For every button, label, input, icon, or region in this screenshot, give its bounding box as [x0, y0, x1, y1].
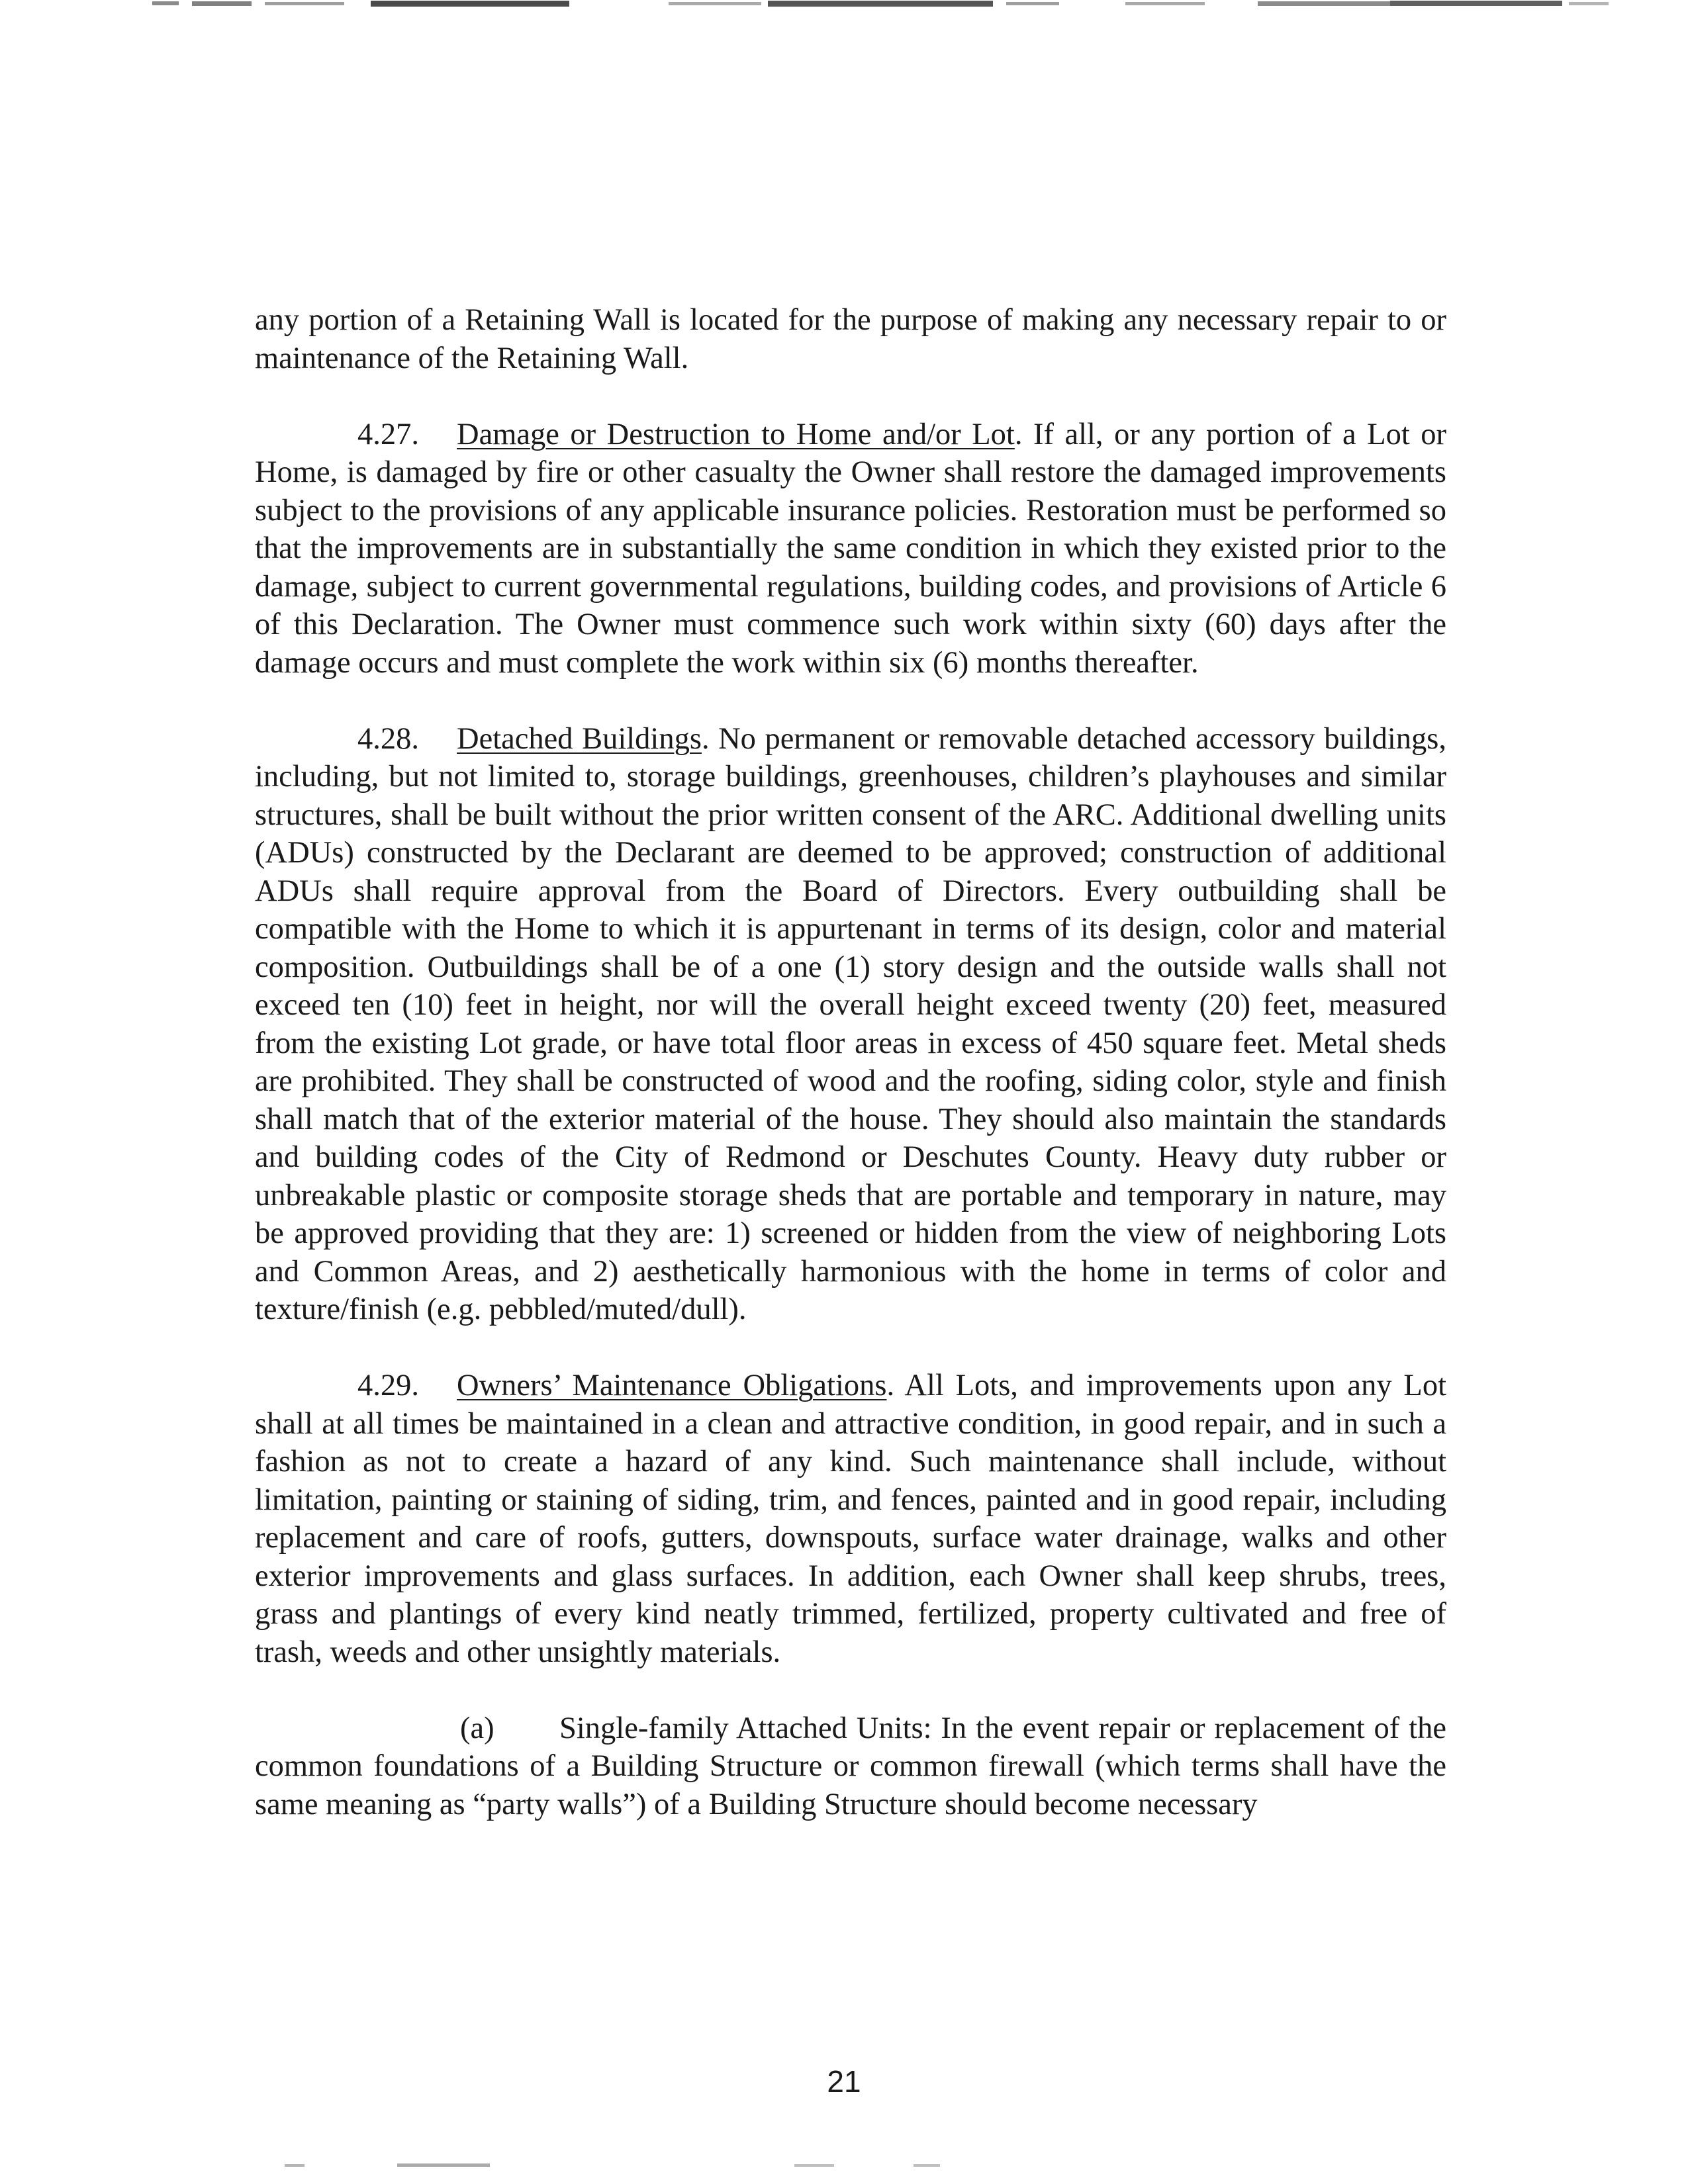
section-heading: Detached Buildings — [457, 721, 702, 756]
section-text: All Lots, and improvements upon any Lot shall at all times be maintained in a clean and attractive condition, in good repair, and in such a fashion as not to create a hazard of any kind. Such maintenance shall include, without limitation, painting or staining of siding, trim, and fences, painted and in good repair, including replacement and care of roofs, gutters, downspouts, surface water drainage, walks and other exterior improvements and glass surfaces. In addition, each Owner shall keep shrubs, trees, grass and plantings of every kind neatly trimmed, fertilized, property cultivated and free of trash, weeds and other unsightly materials. — [255, 1369, 1446, 1669]
section-4-29 — [255, 1367, 1446, 1671]
paragraph-continuation — [255, 301, 1446, 377]
subsection-4-29-a — [255, 1709, 1446, 1824]
paragraph-text: any portion of a Retaining Wall is located for the purpose of making any necessary repair to or maintenance of the Retaining Wall. — [255, 303, 1446, 375]
scan-artifact-top — [0, 0, 1688, 9]
subsection-number: (a) — [460, 1711, 494, 1745]
heading-punctuation: . — [886, 1369, 895, 1402]
section-heading: Owners’ Maintenance Obligations — [457, 1369, 887, 1402]
section-text: No permanent or removable detached accessory buildings, including, but not limited to, storage buildings, greenhouses, children’s playhouses and similar structures, shall be built without the prior written consent of the ARC. Additional dwelling units (ADUs) constructed by the Declarant are deemed to be approved; construction of additional ADUs shall require approval from the Board of Directors. Every outbuilding shall be compatible with the Home to which it is appurtenant in terms of its design, color and material composition. Outbuildings shall be of a one (1) story design and the outside walls shall not exceed ten (10) feet in height, nor will the overall height exceed twenty (20) feet, measured from the existing Lot grade, or have total floor areas in excess of 450 square feet. Metal sheds are prohibited. They shall be constructed of wood and the roofing, siding color, style and finish shall match that of the exterior material of the house. They should also maintain the standards and building codes of the City of Redmond or Deschutes County. Heavy duty rubber or unbreakable plastic or composite storage sheds that are portable and temporary in nature, may be approved providing that they are: 1) screened or hidden from the view of neighboring Lots and Common Areas, and 2) aesthetically harmonious with the home in terms of color and texture/finish (e.g. pebbled/muted/dull). — [255, 721, 1446, 1326]
section-number: 4.29. — [357, 1369, 419, 1402]
section-4-28 — [255, 720, 1446, 1329]
page-number: 21 — [827, 2064, 861, 2099]
section-number: 4.28. — [357, 721, 419, 756]
section-heading: Damage or Destruction to Home and/or Lot — [457, 417, 1015, 451]
section-number: 4.27. — [357, 417, 419, 451]
section-text: If all, or any portion of a Lot or Home, is damaged by fire or other casualty the Owner shall restore the damaged improvements subject to the provisions of any applicable insurance policies. Restoration must be performed so that the improvements are in substantially the same condition in which they existed prior to the damage, subject to current governmental regulations, building codes, and provisions of Article 6 of this Declaration. The Owner must commence such work within sixty (60) days after the damage occurs and must complete the work within six (6) months thereafter. — [255, 417, 1447, 680]
body-text — [255, 301, 1446, 1862]
section-4-27 — [255, 416, 1446, 682]
subsection-text: Single-family Attached Units: In the event repair or replacement of the common foundations of a Building Structure or common firewall (which terms shall have the same meaning as “party walls”) of a Building Structure should become necessary — [255, 1711, 1446, 1821]
scan-artifact-bottom — [0, 2161, 1688, 2171]
heading-punctuation: . — [701, 721, 710, 756]
heading-punctuation: . — [1014, 417, 1023, 451]
